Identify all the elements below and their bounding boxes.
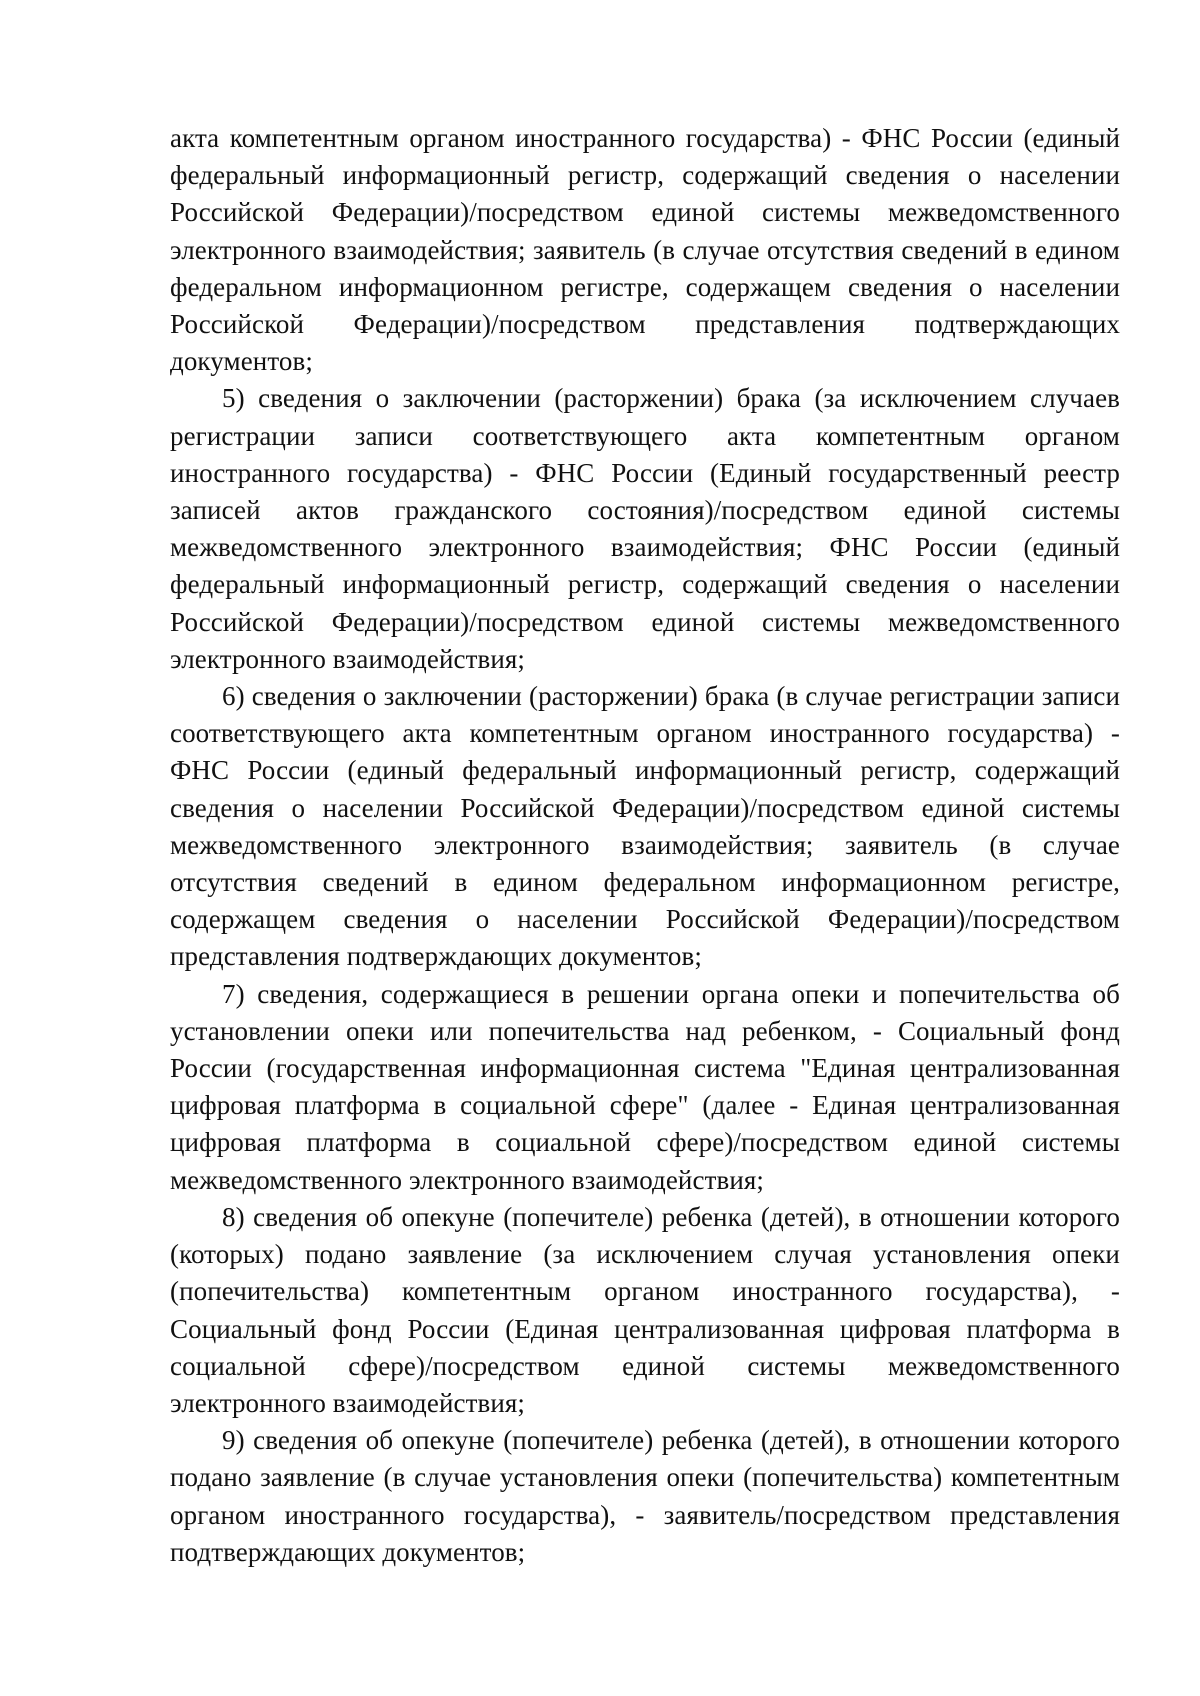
paragraph-item-5: 5) сведения о заключении (расторжении) брака (за исключением случаев регистрации записи соответствующего акта компетентным органом иностранного государства) - ФНС России (Единый государственный реестр записей актов гражданского состояния)/посредством единой системы межведомственного электронного взаимодействия; ФНС России (единый федеральный информационный регистр, содержащий сведения о населении Российской Федерации)/посредством единой системы межведомственного электронного взаимодействия; bbox=[170, 383, 1120, 674]
paragraph-item-9: 9) сведения об опекуне (попечителе) ребенка (детей), в отношении которого подано заявление (в случае установления опеки (попечительства) компетентным органом иностранного государства), - заявитель/посредством представления подтверждающих документов; bbox=[170, 1425, 1120, 1567]
paragraph-item-8: 8) сведения об опекуне (попечителе) ребенка (детей), в отношении которого (которых) подано заявление (за исключением случая установления опеки (попечительства) компетентным органом иностранного государства), - Социальный фонд России (Единая централизованная цифровая платформа в социальной сфере)/посредством единой системы межведомственного электронного взаимодействия; bbox=[170, 1201, 1120, 1418]
paragraph-item-7: 7) сведения, содержащиеся в решении органа опеки и попечительства об установлении опеки или попечительства над ребенком, - Социальный фонд России (государственная информационная система "Единая централизованная цифровая платформа в социальной сфере" (далее - Единая централизованная цифровая платформа в социальной сфере)/посредством единой системы межведомственного электронного взаимодействия; bbox=[170, 978, 1120, 1195]
document-body bbox=[170, 120, 1120, 1571]
paragraph-continuation: акта компетентным органом иностранного государства) - ФНС России (единый федеральный информационный регистр, содержащий сведения о населении Российской Федерации)/посредством единой системы межведомственного электронного взаимодействия; заявитель (в случае отсутствия сведений в едином федеральном информационном регистре, содержащем сведения о населении Российской Федерации)/посредством представления подтверждающих документов; bbox=[170, 123, 1120, 377]
paragraph-item-6: 6) сведения о заключении (расторжении) брака (в случае регистрации записи соответствующего акта компетентным органом иностранного государства) - ФНС России (единый федеральный информационный регистр, содержащий сведения о населении Российской Федерации)/посредством единой системы межведомственного электронного взаимодействия; заявитель (в случае отсутствия сведений в едином федеральном информационном регистре, содержащем сведения о населении Российской Федерации)/посредством представления подтверждающих документов; bbox=[170, 681, 1120, 972]
